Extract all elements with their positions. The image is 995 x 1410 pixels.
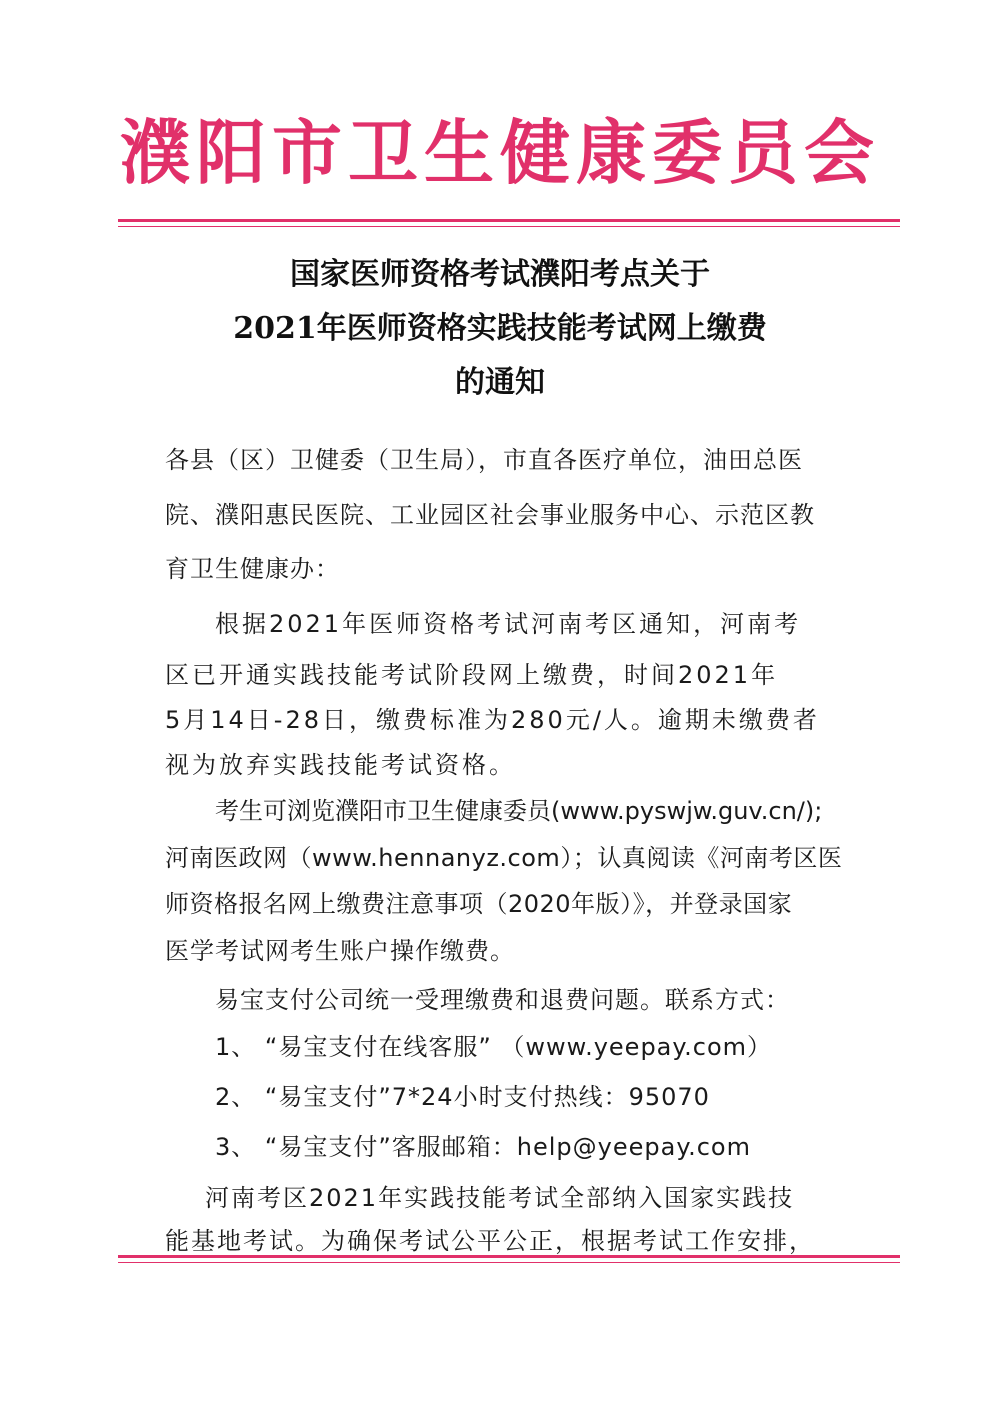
paragraph2-line-4: 医学考试网考生账户操作缴费。 (165, 937, 515, 965)
paragraph4-line-1: 河南考区2021年实践技能考试全部纳入国家实践技 (205, 1184, 795, 1212)
paragraph2-line-2: 河南医政网（www.hennanyz.com）；认真阅读《河南考区医 (165, 844, 843, 872)
contact-line-2: 2、 “易宝支付”7*24小时支付热线：95070 (215, 1083, 710, 1111)
salutation-line-2: 院、濮阳惠民医院、工业园区社会事业服务中心、示范区教 (165, 501, 815, 529)
paragraph1-line-3: 5月14日-28日，缴费标准为280元/人。逾期未缴费者 (165, 706, 820, 734)
title-line-2: 2021年医师资格实践技能考试网上缴费 (233, 311, 767, 346)
title-line-1: 国家医师资格考试濮阳考点关于 (290, 257, 710, 292)
paragraph1-line-2: 区已开通实践技能考试阶段网上缴费，时间2021年 (165, 661, 779, 689)
contact-line-3: 3、 “易宝支付”客服邮箱：help@yeepay.com (215, 1133, 751, 1161)
salutation-line-3: 育卫生健康办： (165, 555, 340, 583)
paragraph4-line-2: 能基地考试。为确保考试公平公正，根据考试工作安排， (165, 1227, 815, 1255)
footer-divider-thin (118, 1262, 900, 1263)
salutation-line-1: 各县（区）卫健委（卫生局），市直各医疗单位，油田总医 (165, 446, 803, 474)
paragraph2-line-1: 考生可浏览濮阳市卫生健康委员(www.pyswjw.guv.cn/); (215, 797, 823, 825)
title-line-3: 的通知 (455, 365, 545, 400)
organization-header: 濮阳市卫生健康委员会 (120, 111, 880, 194)
paragraph1-line-4: 视为放弃实践技能考试资格。 (165, 751, 516, 779)
contact-line-1: 1、 “易宝支付在线客服” （www.yeepay.com） (215, 1033, 773, 1061)
paragraph1-line-1: 根据2021年医师资格考试河南考区通知，河南考 (215, 610, 802, 638)
document-title (150, 248, 850, 410)
header-divider-thick (118, 219, 900, 222)
header-divider-thin (118, 226, 900, 227)
paragraph2-line-3: 师资格报名网上缴费注意事项（2020年版）》，并登录国家 (165, 890, 793, 918)
paragraph3: 易宝支付公司统一受理缴费和退费问题。联系方式： (215, 986, 790, 1014)
footer-divider-thick (118, 1255, 900, 1258)
